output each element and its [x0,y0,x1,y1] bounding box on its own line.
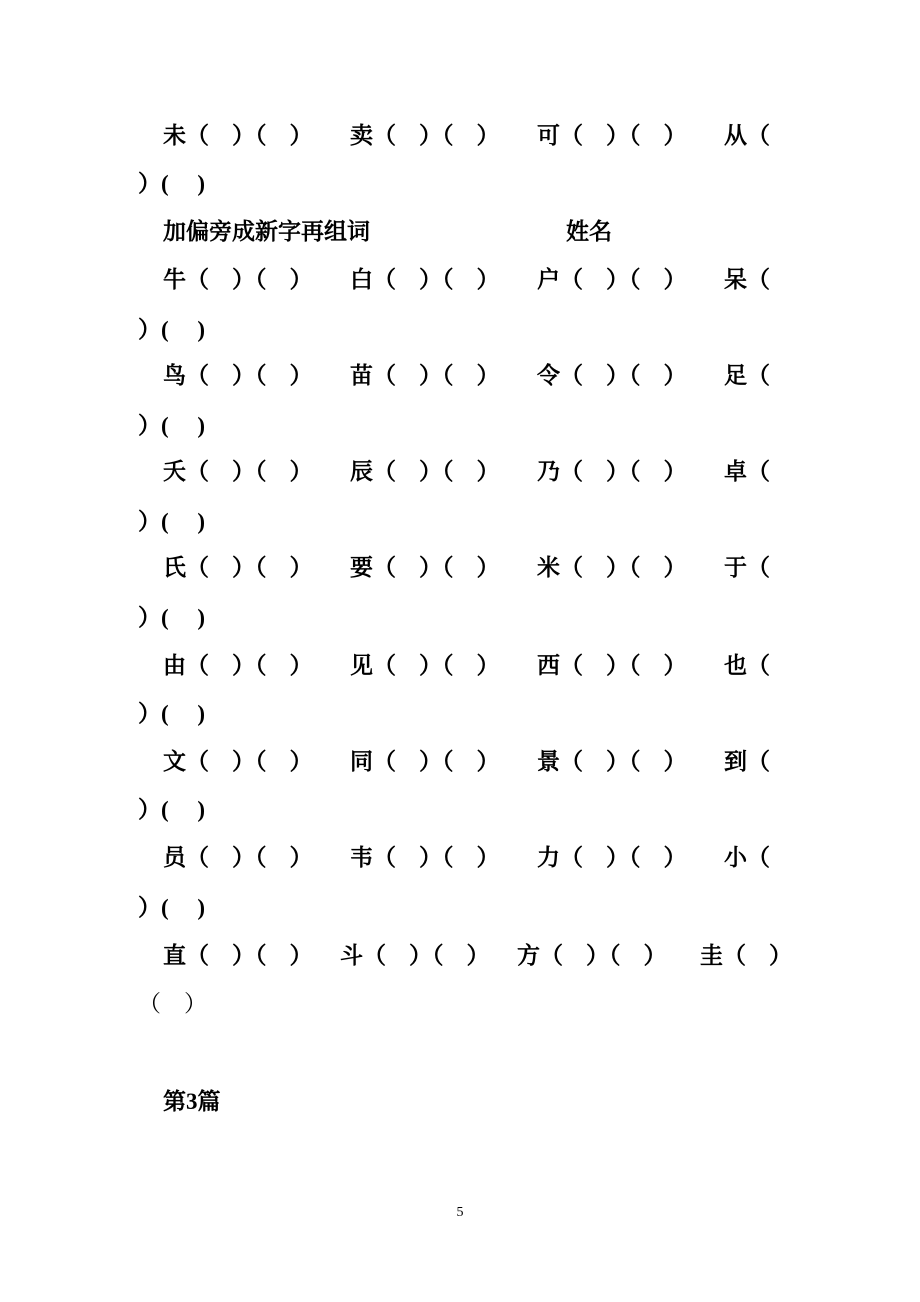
exercise-row-wrap [0,502,920,542]
exercise-item: 见（ ）（ ） [350,653,500,679]
section-title [163,1082,221,1122]
exercise-row-wrap [0,790,920,830]
section-title-prefix: 第 [163,1089,186,1115]
exercise-row-wrap [0,888,920,928]
exercise-item: 可（ ）（ ） [537,123,687,149]
exercise-row [0,548,920,588]
section-title-number: 3 [186,1089,198,1114]
exercise-item: 从（ [724,123,770,149]
exercise-row-wrap [0,598,920,638]
exercise-item: 未（ ）（ ） [163,123,313,149]
exercise-item: 斗（ ）（ ） [340,943,490,969]
exercise-item: 同（ ）（ ） [350,749,500,775]
exercise-item: 直（ ）（ ） [163,943,313,969]
exercise-item: 乃（ ）（ ） [537,459,687,485]
exercise-row [0,116,920,156]
exercise-row [0,936,920,976]
exercise-row-tail: ）( ) [138,413,206,438]
exercise-item: 员（ ）（ ） [163,845,313,871]
exercise-item: 文（ ）（ ） [163,749,313,775]
exercise-row-tail: ）( ) [138,797,206,822]
exercise-item: 要（ ）（ ） [350,555,500,581]
exercise-item: 牛（ ）（ ） [163,267,313,293]
exercise-row-wrap [0,310,920,350]
exercise-item: 也（ [724,653,770,679]
exercise-row-tail: ）( ) [138,171,206,196]
exercise-item: 力（ ）（ ） [537,845,687,871]
exercise-item: 辰（ ）（ ） [350,459,500,485]
exercise-item: 卓（ [724,459,770,485]
exercise-item: 呆（ [724,267,770,293]
exercise-item: 西（ ）（ ） [537,653,687,679]
page-number: 5 [456,1205,464,1220]
exercise-item: 圭（ ） [700,943,792,969]
exercise-row [0,838,920,878]
exercise-row-wrap [0,164,920,204]
exercise-item: 令（ ）（ ） [537,363,687,389]
exercise-item: 夭（ ）（ ） [163,459,313,485]
exercise-row-tail: ）( ) [138,317,206,342]
exercise-instruction: 加偏旁成新字再组词 [163,219,370,245]
exercise-row-tail: ）( ) [138,895,206,920]
exercise-item: 白（ ）（ ） [350,267,500,293]
exercise-item: 韦（ ）（ ） [350,845,500,871]
exercise-item: 鸟（ ）（ ） [163,363,313,389]
exercise-row-tail: （ ） [138,991,207,1017]
exercise-row-wrap [0,984,920,1024]
exercise-item: 足（ [724,363,770,389]
exercise-row [0,260,920,300]
exercise-item: 到（ [724,749,770,775]
exercise-item: 方（ ）（ ） [517,943,667,969]
exercise-item: 氏（ ）（ ） [163,555,313,581]
exercise-item: 米（ ）（ ） [537,555,687,581]
exercise-item: 小（ [724,845,770,871]
exercise-row-tail: ）( ) [138,509,206,534]
exercise-row [0,742,920,782]
exercise-row-tail: ）( ) [138,605,206,630]
exercise-row [0,356,920,396]
exercise-row [0,452,920,492]
section-title-suffix: 篇 [197,1089,221,1115]
exercise-item: 苗（ ）（ ） [350,363,500,389]
exercise-row-wrap [0,406,920,446]
exercise-item: 景（ ）（ ） [537,749,687,775]
exercise-row-wrap [0,694,920,734]
exercise-row-tail: ）( ) [138,701,206,726]
exercise-item: 户（ ）（ ） [537,267,687,293]
name-label: 姓名 [566,219,612,245]
exercise-item: 卖（ ）（ ） [350,123,500,149]
exercise-item: 由（ ）（ ） [163,653,313,679]
exercise-item: 于（ [724,555,770,581]
exercise-row [0,646,920,686]
